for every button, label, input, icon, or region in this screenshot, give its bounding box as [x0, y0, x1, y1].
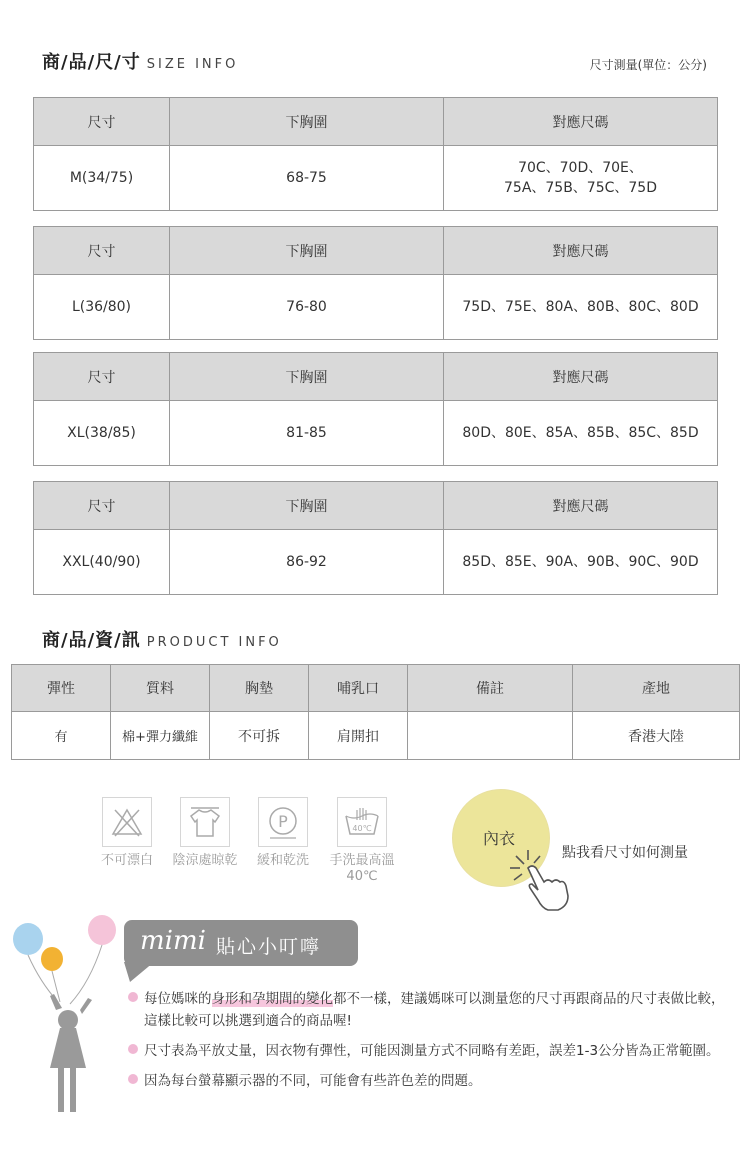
- tip-item: [128, 1070, 728, 1092]
- size-table-xl: [33, 352, 718, 466]
- header-origin: 產地: [573, 665, 740, 712]
- unit-note: 尺寸測量(單位：公分): [589, 58, 707, 72]
- size-cell: L(36/80): [34, 275, 170, 340]
- cup-line: 70C、70D、70E、: [518, 160, 643, 176]
- balloon-girl-illustration: [10, 912, 120, 1122]
- care-no-bleach: [96, 797, 158, 869]
- header-size: 尺寸: [34, 98, 170, 146]
- care-label-line: 手洗最高溫: [329, 853, 395, 868]
- product-info-table: [11, 664, 740, 760]
- tip-highlight: 身形和孕期間的變化: [211, 991, 333, 1007]
- product-title-en: PRODUCT INFO: [146, 635, 282, 650]
- cup-cell: 85D、85E、90A、90B、90C、90D: [444, 530, 718, 595]
- care-shade-dry: [168, 797, 242, 869]
- cup-line: 75A、75B、75C、75D: [504, 180, 657, 196]
- size-cell: XXL(40/90): [34, 530, 170, 595]
- tip-text: 尺寸表為平放丈量，因衣物有彈性，可能因測量方式不同略有差距，誤差1-3公分皆為正常範圍。: [144, 1043, 720, 1059]
- underbust-cell: 86-92: [170, 530, 444, 595]
- tip-item: [128, 988, 728, 1032]
- care-hand-wash: [326, 797, 398, 885]
- tips-brand: mimi: [140, 926, 206, 956]
- cup-cell: 80D、80E、85A、85B、85C、85D: [444, 401, 718, 466]
- elasticity-value: 有: [12, 712, 111, 760]
- header-underbust: 下胸圍: [170, 353, 444, 401]
- header-underbust: 下胸圍: [170, 227, 444, 275]
- underbust-cell: 68-75: [170, 146, 444, 211]
- header-cup: 對應尺碼: [444, 482, 718, 530]
- header-underbust: 下胸圍: [170, 482, 444, 530]
- care-gentle-dry-clean: [252, 797, 314, 869]
- padding-value: 不可拆: [210, 712, 309, 760]
- circle-text: 內衣: [483, 829, 516, 848]
- header-size: 尺寸: [34, 227, 170, 275]
- product-title-zh: 商/品/資/訊: [42, 630, 141, 651]
- care-label-line: 40℃: [346, 869, 378, 884]
- header-padding: 胸墊: [210, 665, 309, 712]
- header-nursing: 哺乳口: [309, 665, 408, 712]
- product-section-title: [42, 626, 282, 652]
- cup-cell: 75D、75E、80A、80B、80C、80D: [444, 275, 718, 340]
- bubble-tail: [124, 962, 164, 984]
- svg-text:P: P: [278, 812, 288, 831]
- size-table-m: [33, 97, 718, 211]
- measure-link[interactable]: 點我看尺寸如何測量: [562, 845, 688, 861]
- cup-cell: [444, 146, 718, 211]
- no-bleach-icon: [102, 797, 152, 847]
- size-table-l: [33, 226, 718, 340]
- svg-text:40℃: 40℃: [352, 824, 372, 833]
- care-label: [326, 853, 398, 885]
- origin-value: 香港大陸: [573, 712, 740, 760]
- tips-list: [128, 988, 728, 1100]
- size-title-en: SIZE INFO: [146, 57, 239, 72]
- header-remarks: 備註: [408, 665, 573, 712]
- care-label: 陰涼處晾乾: [172, 853, 238, 868]
- tips-header: [124, 920, 358, 966]
- header-underbust: 下胸圍: [170, 98, 444, 146]
- shade-dry-icon: [180, 797, 230, 847]
- header-cup: 對應尺碼: [444, 98, 718, 146]
- size-title-zh: 商/品/尺/寸: [42, 52, 141, 73]
- care-label: 緩和乾洗: [256, 853, 309, 868]
- bullet-icon: [128, 1074, 138, 1084]
- tip-item: [128, 1040, 728, 1062]
- remarks-value: [408, 712, 573, 760]
- tips-title: 貼心小叮嚀: [216, 936, 322, 958]
- size-cell: XL(38/85): [34, 401, 170, 466]
- bullet-icon: [128, 1044, 138, 1054]
- size-cell: M(34/75): [34, 146, 170, 211]
- gentle-dry-clean-icon: [258, 797, 308, 847]
- header-cup: 對應尺碼: [444, 353, 718, 401]
- hand-wash-icon: [337, 797, 387, 847]
- header-size: 尺寸: [34, 482, 170, 530]
- material-value: 棉+彈力纖維: [111, 712, 210, 760]
- header-cup: 對應尺碼: [444, 227, 718, 275]
- nursing-value: 肩開扣: [309, 712, 408, 760]
- bullet-icon: [128, 992, 138, 1002]
- header-material: 質料: [111, 665, 210, 712]
- care-label: 不可漂白: [100, 853, 153, 868]
- header-elasticity: 彈性: [12, 665, 111, 712]
- tip-text: 每位媽咪的: [144, 991, 212, 1007]
- underbust-cell: 76-80: [170, 275, 444, 340]
- tip-text: 因為每台螢幕顯示器的不同，可能會有些許色差的問題。: [144, 1073, 482, 1089]
- header-size: 尺寸: [34, 353, 170, 401]
- tip-text: 都不一樣，建議媽咪可以測量您的尺寸再跟商品的尺寸表做比較，這樣比較可以挑選到適合的商品喔!: [144, 991, 725, 1029]
- underbust-cell: 81-85: [170, 401, 444, 466]
- size-table-xxl: [33, 481, 718, 595]
- size-section-title: [42, 48, 238, 74]
